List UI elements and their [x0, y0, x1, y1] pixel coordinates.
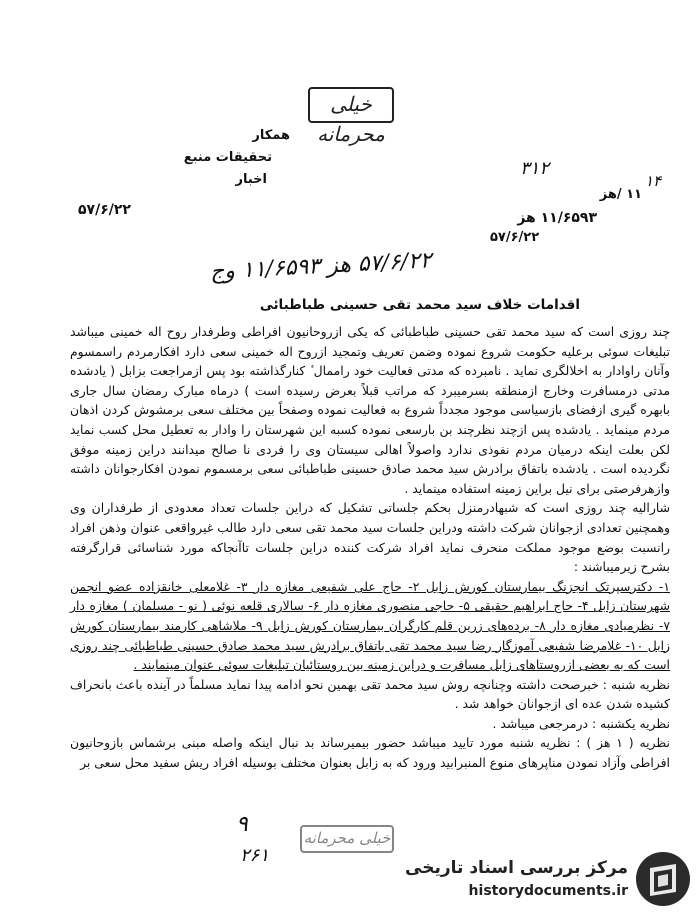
watermark-site-name: مرکز بررسی اسناد تاریخی	[405, 858, 628, 878]
classification-stamp-top: خیلی محرمانه	[308, 87, 394, 123]
recipient-line-2: تحقیقات منبع	[183, 150, 272, 165]
recipient-line-1: همکار	[252, 128, 290, 143]
reference-line-1: ۱۱ /هز	[599, 187, 642, 202]
handwritten-reference-line: ۵۷/۶/۲۲ هز ۱۱/۶۵۹۳ وج	[209, 248, 433, 285]
reference-date: ۵۷/۶/۲۲	[490, 230, 540, 245]
classification-stamp-bottom: خیلی محرمانه	[300, 825, 394, 853]
handwritten-bottom-number: ۲۶۱	[240, 845, 270, 866]
body-paragraph-6-opinion: نظریه ( ۱ هز ) : نظریه شنبه مورد تایید میباشد حضور بیمیرساند بد نبال اینکه واصله مبنی برشماس بازوحانیون افراطی وآزاد نمودن مناپرهای منوع المنبرابید ورود که به زابل بعنوان مختلف بوسیله افراد ریش سفید محل سعی بر	[70, 735, 670, 771]
handwritten-page-number: ۹	[236, 812, 248, 837]
reference-line-2: ۱۱/۶۵۹۳ هز	[517, 210, 597, 226]
document-date-left: ۵۷/۶/۲۲	[78, 202, 131, 218]
watermark-site-url: historydocuments.ir	[468, 883, 628, 899]
body-paragraph-3-attendees: ۱- دکترسپرتک انجزنگ بیمارستان کورش زابل ۲- حاج علی شفیعی مغازه دار ۳- غلامعلی خانقزاده عضو انجمن شهرستان زابل ۴- حاج ابراهیم حقیقی ۵- حاجی منصوری مغازه دار ۶- سالاری قلعه نوئی ( نو - مسلمان ) مغازه دار ۷- نظرمیادی مغازه دار ۸- برده‌های زرین قلم کارگران بیمارستان کورش زابل ۹- ملاشاهی کارمند بیمارستان کورش زابل ۱۰- غلامرضا شفیعی آموزگار رضا سید محمد تقی باتفاق برادرش سید محمد صادق حسینی طباطبائی چند روزی است که به بعضی ازروستاهای زابل مسافرت و دراین زمینه بین روستائیان تبلیغات سوئی عنوان مینمایند .	[70, 578, 671, 673]
body-paragraph-5-opinion: نظریه یکشنبه : درمرجعی میباشد .	[492, 715, 670, 731]
handwritten-number-2: ۱۴	[645, 172, 662, 190]
document-title: اقدامات خلاف سید محمد تقی حسینی طباطبائی	[259, 297, 580, 313]
handwritten-number-1: ۳۱۲	[520, 158, 550, 179]
document-body	[70, 322, 670, 773]
body-paragraph-2: شارالیه چند روزی است که شبهادرمنزل بحکم جلساتی تشکیل که دراین جلسات تعداد معدودی از طرفداران وی وهمچنین تعدادی ازجوانان شرکت داشته ودراین جلسات سید محمد تقی سعی دارد طالب غیرواقعی عنوان وذهن افراد رانسبت بوضع موجود مملکت منحرف نماید افراد شرکت کننده دراین جلسات تاآنجاکه مورد شناسائی قرارگرفته بشرح زیرمیباشند :	[70, 500, 670, 575]
recipient-line-3: اخبار	[235, 172, 267, 187]
archive-logo-icon	[636, 852, 690, 906]
body-paragraph-1: چند روزی است که سید محمد تقی حسینی طباطبائی که یکی ازروحانیون افراطی وطرفدار روح اله خمینی میباشد تبلیغات سوئی برعلیه حکومت شروع نموده وضمن تعریف وتمجید ازروح اله خمینی سعی دارد افکارمردم راسمسوم وآنان راوادار به اخلالگری نماید . نامبرده که مدتی فعالیت خود راممال ٔ کنارگذاشته بود پس ازمراجعت بزابل ( یادشده مدتی درمسافرت وخارج ازمنطقه بسرمیبرد که مراتب قبلاً بعرض رسیده است ) درماه مبارک رمضان سال جاری بابهره گیری ازفضای بازسیاسی موجود مجدداً شروع به فعالیت نموده وصفحاً بین مختلف سعی برمشوش کردن اذهان مردم مینماید . یادشده پس ازچند نظرچند بن بارسعی نموده کسبه این شهرستان را وادار به تعطیل محل کسب نماید لکن بعلت اینکه درمیان مردم نفوذی ندارد واصولاً اهالی سیستان وی را فردی نا صالح میدانند دراین زمینه موفق نگردیده است . یادشده باتفاق برادرش سید محمد صادق حسینی طباطبائی سعی برمسموم نمودن افکارجوانان داشته وازهرفرصتی برای نیل براین زمینه استفاده مینماید .	[70, 324, 670, 496]
body-paragraph-4-opinion: نظریه شنبه : خبرصحت داشته وچنانچه روش سید محمد تقی بهمین نحو ادامه پیدا نماید مسلماً در آینده باعث بانحراف کشیده شدن عده ای ازجوانان خواهد شد .	[70, 676, 670, 712]
